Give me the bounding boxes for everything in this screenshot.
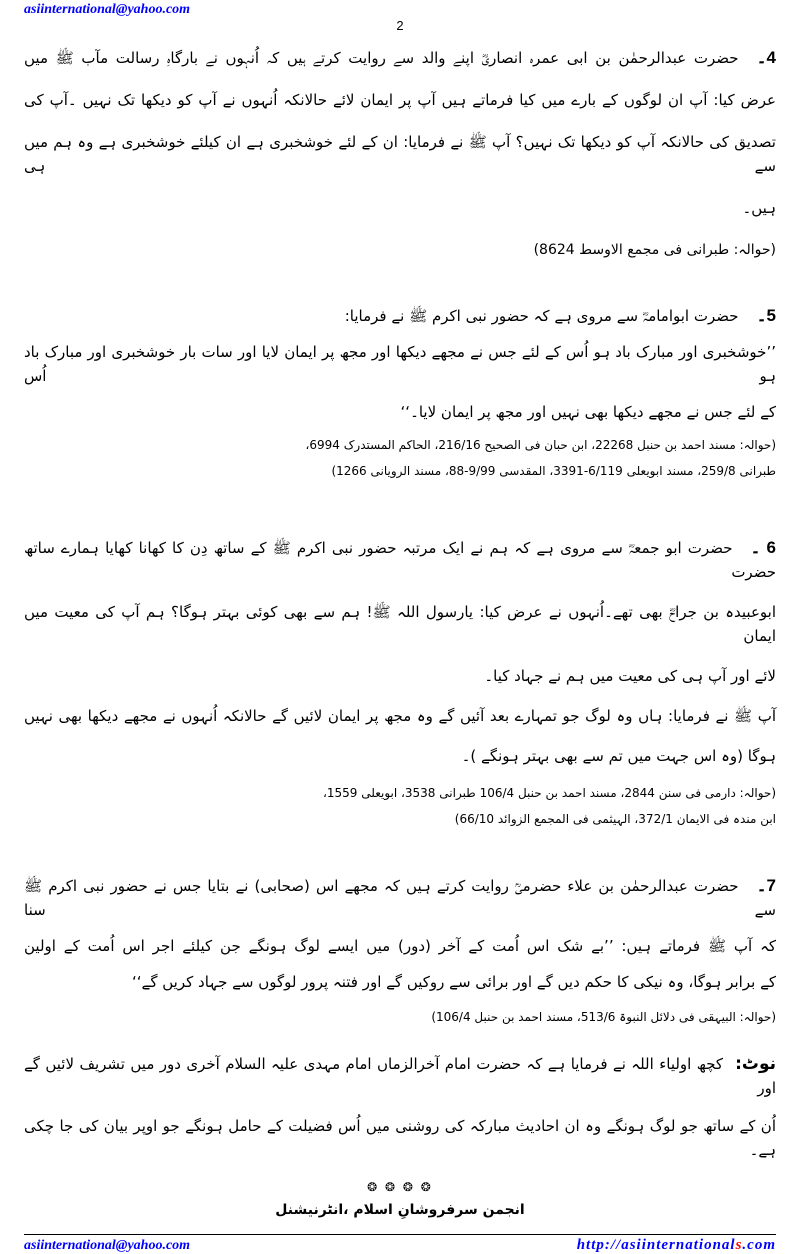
page-number: 2 [396,18,404,33]
hadith-7-line-1 [24,874,776,922]
hadith-7 [24,874,776,1026]
hadith-4-line-1 [24,46,776,70]
hadith-text: حضرت عبدالرحمٰن بن ابی عمرہ انصاریؓ اپنے والد سے روایت کرتے ہیں کہ اُنہوں نے بارگاہِ رسالت مآب ﷺ میں [24,49,739,67]
hadith-7-reference: (حوالہ: البیہقی فی دلائل النبوۃ 513/6، مسند احمد بن حنبل 106/4) [431,1010,776,1024]
note-text: کچھ اولیاء اللہ نے فرمایا ہے کہ حضرت امام آخرالزماں امام مہدی علیہ السلام آخری دور میں تشریف لائیں گے اور [24,1055,776,1097]
hadith-4-line-3: تصدیق کی حالانکہ آپ کو دیکھا تک نہیں؟ آپ ﷺ نے فرمایا: ان کے لئے خوشخبری ہے ان کیلئے خوشخبری ہے وہ ہم میں سے ہی [24,133,776,175]
hadith-text: حضرت ابو جمعہؓ سے مروی ہے کہ ہم نے ایک مرتبہ حضور نبی اکرم ﷺ کے ساتھ دِن کا کھانا کھایا ہمارے ساتھ حضرت [24,539,776,581]
hadith-5-line-2: ’’خوشخبری اور مبارک باد ہو اُس کے لئے جس نے مجھے دیکھا اور مجھ پر ایمان لایا اور سات بار خوشخبری اور مبارک باد ہو اُس [24,343,776,385]
hadith-5-line-3: کے لئے جس نے مجھے دیکھا بھی نہیں اور مجھ پر ایمان لایا۔‘‘ [400,403,776,421]
hadith-6-line-5: ہوگا (وہ اس جہت میں تم سے بھی بہتر ہونگے )۔ [461,747,776,765]
document-page [24,0,776,1254]
url-part: .com [742,1237,776,1253]
hadith-5-line-1 [24,304,776,328]
hadith-text: حضرت عبدالرحمٰن بن علاء حضرمیؒ روایت کرتے ہیں کہ مجھے اس (صحابی) نے بتایا جس نے حضور نبی اکرم ﷺ سے سنا [24,877,776,919]
ornament-stars-icon: ❂ ❂ ❂ ❂ [367,1180,433,1194]
footer-email-link[interactable]: asiinternational@yahoo.com [24,1238,191,1253]
footer [24,1237,776,1254]
note-label: نوٹ: [735,1054,776,1074]
hadith-6-line-3: لائے اور آپ ہی کی معیت میں ہم نے جہاد کیا۔ [484,667,776,685]
organization-name: انجمن سرفروشانِ اسلام ،انٹرنیشنل [275,1202,525,1218]
hadith-5-reference-1: (حوالہ: مسند احمد بن حنبل 22268، ابن حبان فی الصحیح 216/16، الحاکم المستدرک 6994، [305,438,776,452]
hadith-number: 5۔ [756,306,776,325]
note [24,1052,776,1162]
hadith-7-line-2: کہ آپ ﷺ فرماتے ہیں: ’’بے شک اس اُمت کے آخر (دور) میں ایسے لوگ ہونگے جن کیلئے اجر اس اُمت کے اولین [24,937,776,955]
hadith-5-reference-2: طبرانی 259/8، مسند ابویعلی 6/119-3391، المقدسی 9/99-88، مسند الرویانی 1266) [331,464,776,478]
url-part-red: s [735,1237,743,1253]
hadith-text: حضرت ابوامامہؓ سے مروی ہے کہ حضور نبی اکرم ﷺ نے فرمایا: [344,307,739,325]
footer-divider [24,1234,776,1235]
url-part: http://asiinternational [576,1237,736,1253]
hadith-6-line-2: ابوعبیدہ بن جراحؓ بھی تھے۔اُنہوں نے عرض کیا: یارسول اللہ ﷺ! ہم سے بھی کوئی بہتر ہوگا؟ ہم آپ کی معیت میں ایمان [24,603,776,645]
hadith-number: 4۔ [756,48,776,67]
hadith-6 [24,536,776,828]
hadith-4-line-4: ہیں۔ [742,199,776,217]
hadith-4 [24,46,776,262]
hadith-7-line-3: کے برابر ہوگا، وہ نیکی کا حکم دیں گے اور برائی سے روکیں گے اور فتنہ پرور لوگوں سے جہاد کریں گے‘‘ [132,973,776,991]
hadith-number: 6 ۔ [750,538,776,557]
footer-website-link[interactable] [577,1237,776,1254]
hadith-6-reference-1: (حوالہ: دارمی فی سنن 2844، مسند احمد بن حنبل 106/4 طبرانی 3538، ابویعلی 1559، [323,786,776,800]
hadith-5 [24,304,776,480]
hadith-6-reference-2: ابن مندہ فی الایمان 372/1، الہیثمی فی المجمع الزوائد 66/10) [454,812,776,826]
hadith-4-reference: (حوالہ: طبرانی فی مجمع الاوسط 8624) [533,242,776,258]
note-line-2: اُن کے ساتھ جو لوگ ہونگے وہ ان احادیث مبارکہ کی روشنی میں اُس فضیلت کے حامل ہونگے جو اوپر بیان کی جا چکی ہے۔ [24,1117,776,1159]
hadith-6-line-4: آپ ﷺ نے فرمایا: ہاں وہ لوگ جو تمہارے بعد آئیں گے وہ مجھ پر ایمان لائیں گے حالانکہ اُنہوں نے مجھے دیکھا بھی نہیں [24,707,776,725]
hadith-6-line-1 [24,536,776,584]
hadith-4-line-2: عرض کیا: آپ ان لوگوں کے بارے میں کیا فرماتے ہیں آپ پر ایمان لائے حالانکہ اُنہوں نے آپ کو دیکھا تک نہیں ۔آپ کی [24,91,776,109]
header-email-link[interactable]: asiinternational@yahoo.com [24,2,191,17]
note-line-1 [24,1052,776,1100]
hadith-number: 7۔ [756,876,776,895]
